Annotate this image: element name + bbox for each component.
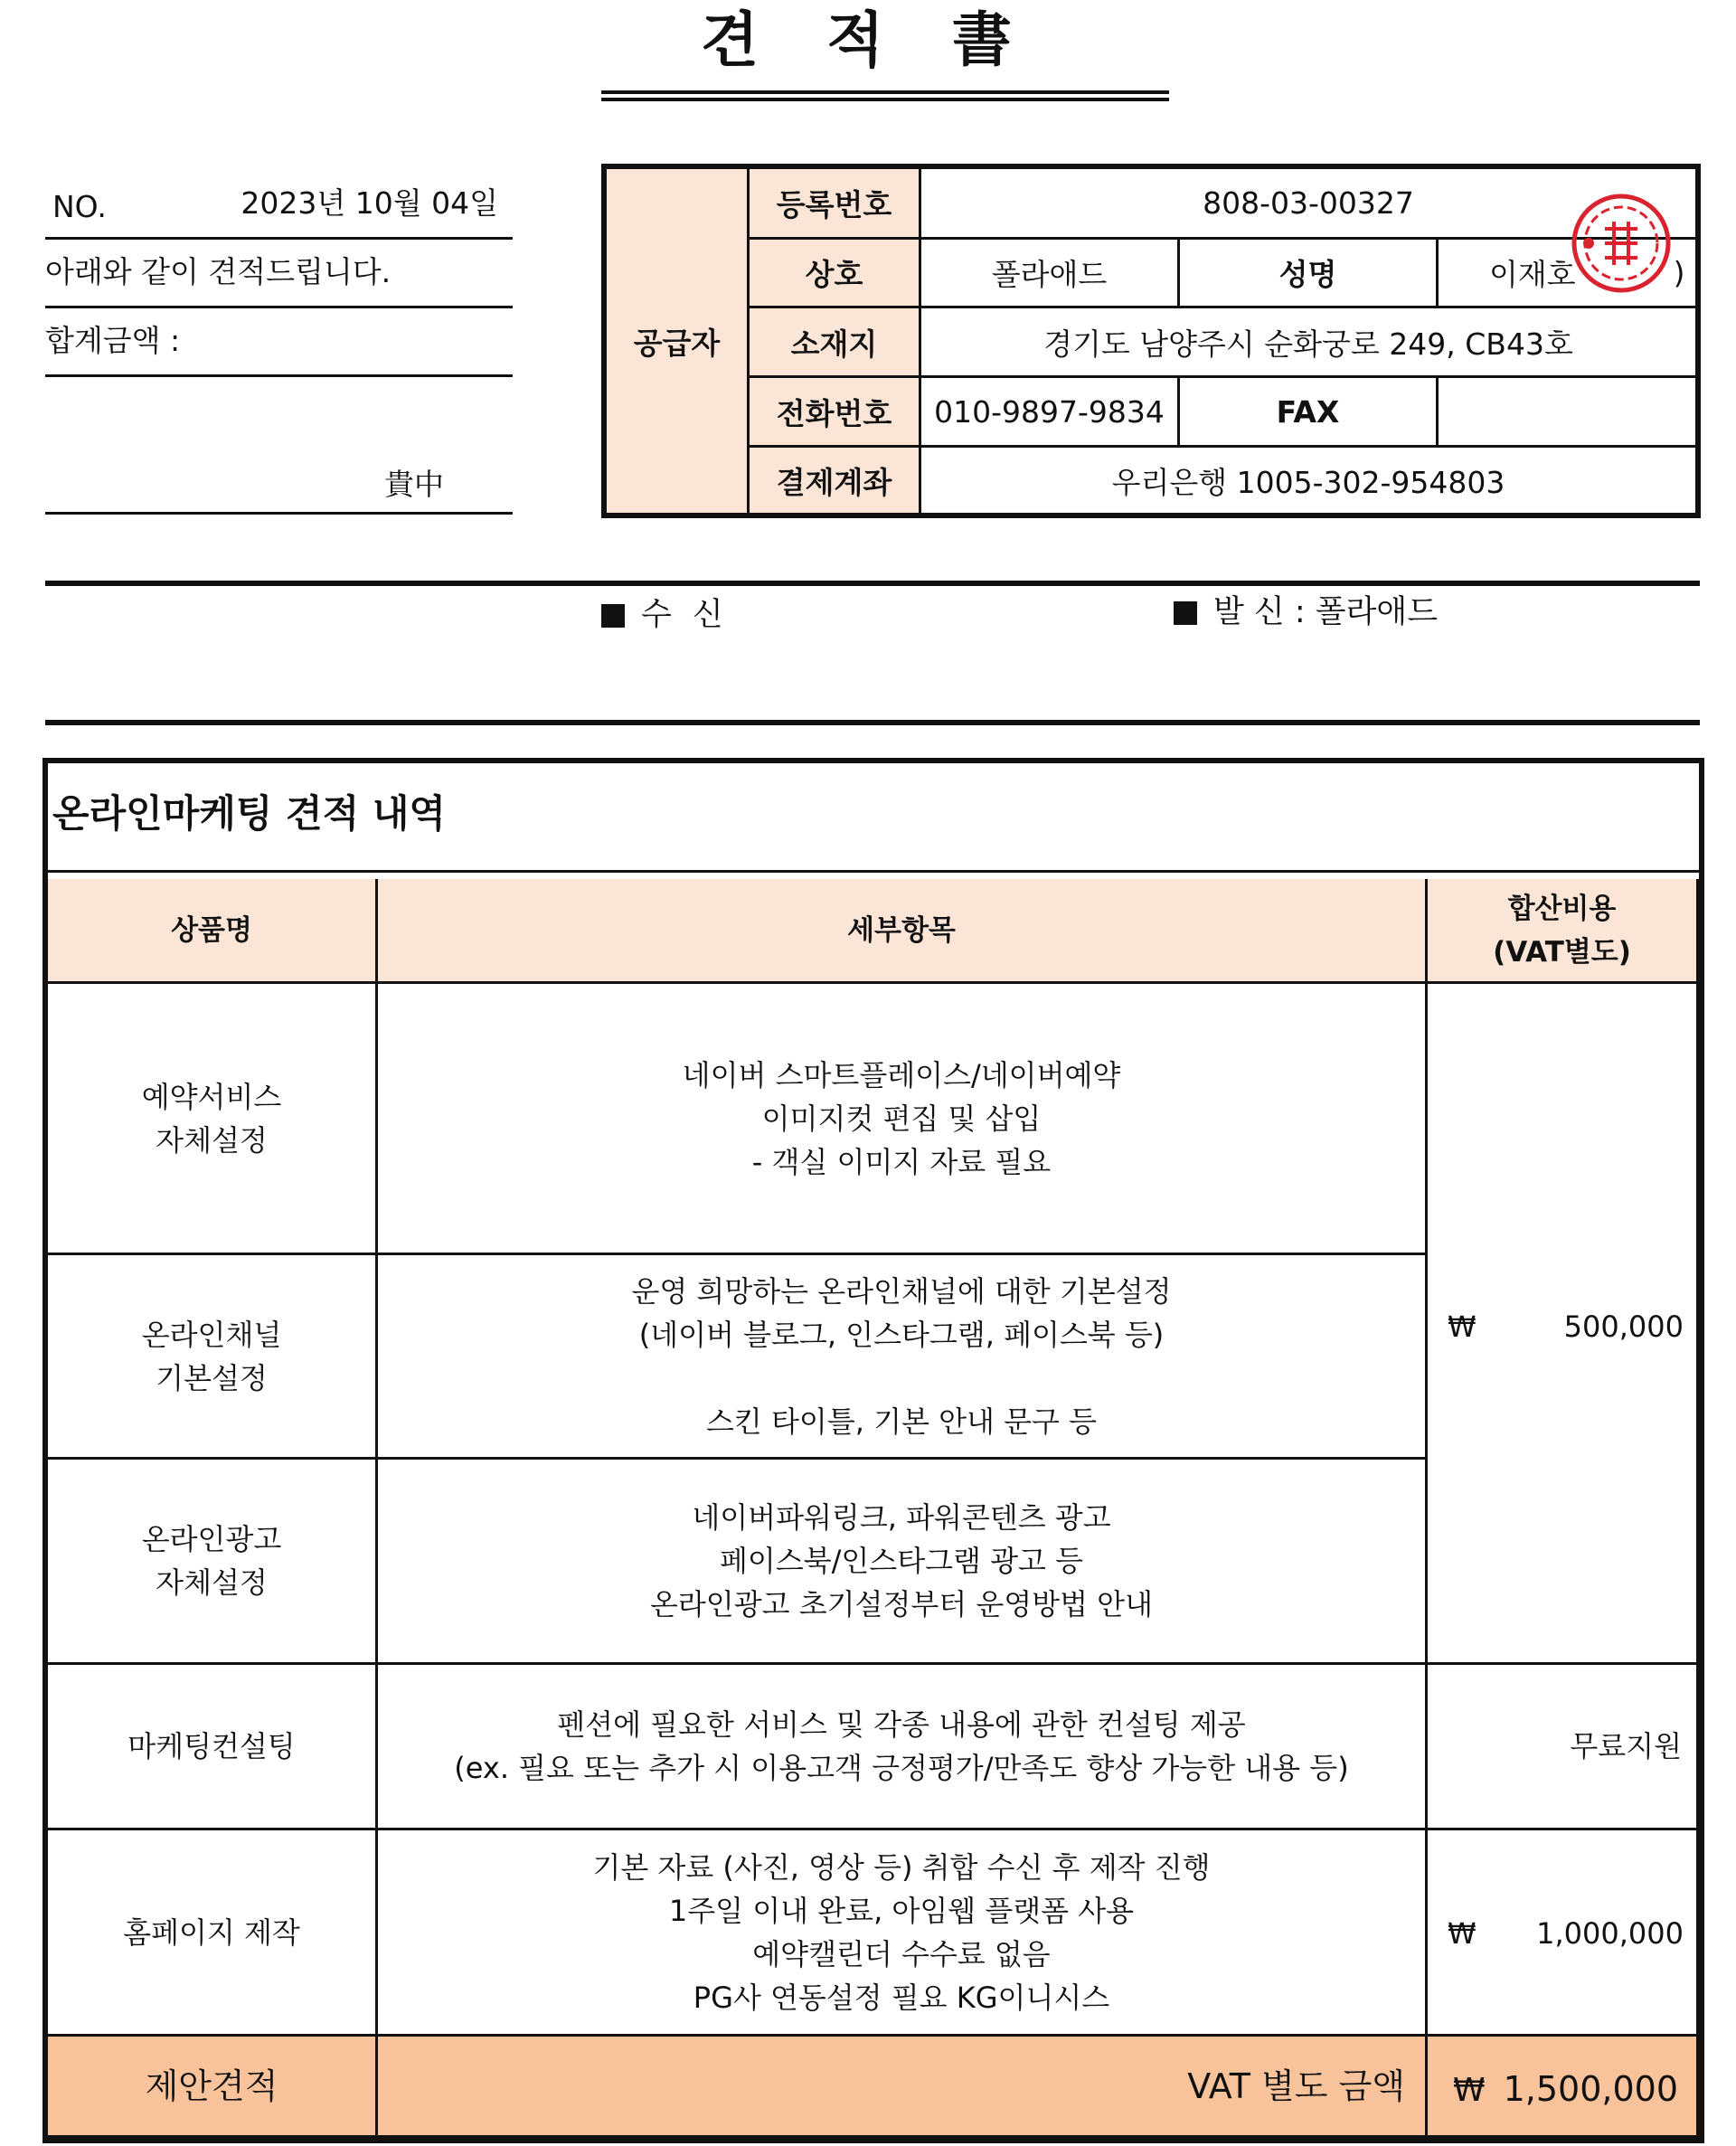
- company-value: 폴라애드: [921, 240, 1180, 308]
- product-cell: 온라인광고 자체설정: [48, 1460, 378, 1665]
- won-symbol: ₩: [1453, 2072, 1486, 2109]
- square-bullet-icon: [1174, 601, 1197, 625]
- fax-value: [1439, 378, 1695, 448]
- date-value: 2023년 10월 04일: [241, 185, 498, 221]
- detail-cell: 운영 희망하는 온라인채널에 대한 기본설정 (네이버 블로그, 인스타그램, 페이스북 등) 스킨 타이틀, 기본 안내 문구 등: [378, 1255, 1428, 1460]
- total-label: 제안견적: [48, 2037, 378, 2138]
- supplier-table: [601, 164, 1701, 518]
- send-label: 발 신 : 폴라애드: [1213, 594, 1439, 630]
- left-row-no-date: [45, 170, 513, 240]
- address-value: 경기도 남양주시 순화궁로 249, CB43호: [921, 308, 1695, 378]
- product-cell: 홈페이지 제작: [48, 1830, 378, 2037]
- phone-label: 전화번호: [750, 378, 921, 448]
- won-symbol: ₩: [1448, 1916, 1477, 1951]
- product-cell: 예약서비스 자체설정: [48, 984, 378, 1255]
- estimate-title: 온라인마케팅 견적 내역: [52, 791, 446, 836]
- detail-cell: 네이버 스마트플레이스/네이버예약 이미지컷 편집 및 삽입 - 객실 이미지 자료 필요: [378, 984, 1428, 1255]
- detail-cell: 기본 자료 (사진, 영상 등) 취합 수신 후 제작 진행 1주일 이내 완료, 아임웹 플랫폼 사용 예약캘린더 수수료 없음 PG사 연동설정 필요 KG이니시스: [378, 1830, 1428, 2037]
- total-amount-label: 합계금액 :: [45, 307, 513, 377]
- reg-number-label: 등록번호: [750, 169, 921, 240]
- product-cell: 온라인채널 기본설정: [48, 1255, 378, 1460]
- total-cost-cell: [1428, 2037, 1699, 2138]
- send-line: [1174, 590, 1438, 635]
- address-label: 소재지: [750, 308, 921, 378]
- cost-value: 무료지원: [1570, 1729, 1682, 1763]
- estimate-title-divider: [45, 870, 1700, 873]
- header-cost: 합산비용 (VAT별도): [1428, 879, 1699, 984]
- name-value: 이재호: [1489, 257, 1576, 292]
- header-product: 상품명: [48, 879, 378, 984]
- recipient-suffix: 貴中: [384, 467, 444, 502]
- fax-label: FAX: [1180, 378, 1439, 448]
- estimate-table: [42, 758, 1704, 2143]
- receive-label: 수 신: [641, 597, 729, 633]
- detail-cell: 네이버파워링크, 파워콘텐츠 광고 페이스북/인스타그램 광고 등 온라인광고 초기설정부터 운영방법 안내: [378, 1460, 1428, 1665]
- document-title: 견 적 書: [701, 5, 1035, 75]
- cost-value: 1,000,000: [1536, 1916, 1684, 1951]
- section-divider-bottom: [45, 720, 1700, 725]
- total-note: VAT 별도 금액: [378, 2037, 1428, 2138]
- square-bullet-icon: [601, 604, 625, 628]
- no-label: NO.: [52, 189, 107, 224]
- cost-cell-homepage: [1428, 1830, 1699, 2037]
- phone-value: 010-9897-9834: [921, 378, 1180, 448]
- header-detail: 세부항목: [378, 879, 1428, 984]
- name-paren: ): [1673, 255, 1685, 290]
- detail-cell: 펜션에 필요한 서비스 및 각종 내용에 관한 컨설팅 제공 (ex. 필요 또는 추가 시 이용고객 긍정평가/만족도 향상 가능한 내용 등): [378, 1665, 1428, 1830]
- company-seal-stamp: [1571, 193, 1672, 294]
- company-label: 상호: [750, 240, 921, 308]
- reg-number-value: 808-03-00327: [921, 169, 1695, 240]
- won-symbol: ₩: [1448, 1309, 1477, 1344]
- intro-text: 아래와 같이 견적드립니다.: [45, 239, 513, 308]
- total-amount: 1,500,000: [1503, 2069, 1678, 2109]
- name-label: 성명: [1180, 240, 1439, 308]
- title-double-underline: [601, 90, 1169, 101]
- cost-cell-basic: [1428, 984, 1699, 1665]
- product-cell: 마케팅컨설팅: [48, 1665, 378, 1830]
- cost-cell-consulting: [1428, 1665, 1699, 1830]
- account-label: 결제계좌: [750, 448, 921, 513]
- account-value: 우리은행 1005-302-954803: [1111, 464, 1505, 500]
- supplier-group-label: 공급자: [607, 169, 750, 513]
- section-divider-top: [45, 581, 1700, 586]
- receive-line: [601, 592, 729, 638]
- cost-value: 500,000: [1563, 1309, 1684, 1344]
- recipient-row: [45, 376, 513, 515]
